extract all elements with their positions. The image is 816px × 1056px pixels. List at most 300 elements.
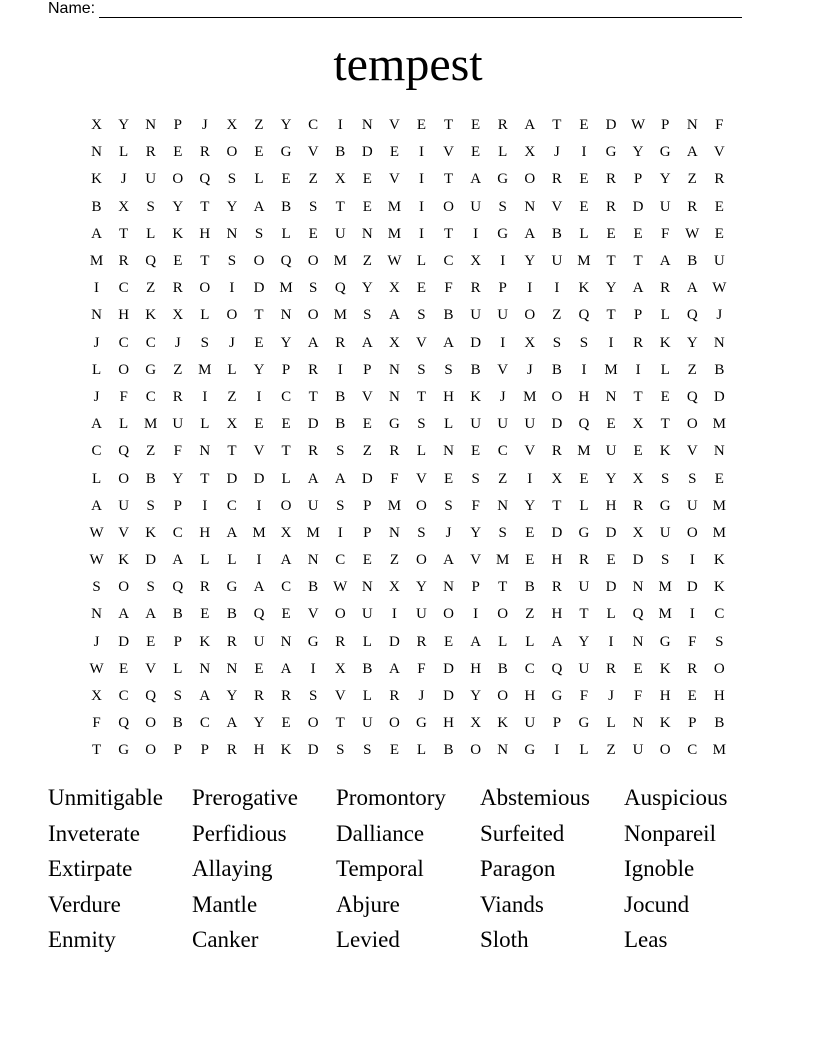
grid-letter: L: [173, 660, 183, 677]
grid-letter: A: [524, 117, 536, 134]
grid-letter: W: [89, 660, 104, 677]
grid-letter: B: [172, 606, 183, 623]
grid-letter: C: [226, 497, 237, 514]
grid-letter: A: [686, 144, 698, 161]
grid-letter: L: [443, 416, 454, 433]
grid-letter: T: [254, 307, 264, 324]
grid-letter: H: [578, 388, 590, 405]
grid-letter: N: [280, 633, 292, 650]
grid-letter: C: [497, 443, 508, 460]
grid-letter: J: [93, 388, 100, 405]
grid-letter: W: [89, 524, 104, 541]
grid-letter: Y: [686, 334, 698, 351]
grid-letter: E: [714, 198, 724, 215]
grid-letter: Z: [254, 117, 264, 134]
grid-letter: X: [632, 470, 644, 487]
grid-letter: X: [524, 144, 536, 161]
grid-letter: D: [551, 524, 563, 541]
grid-letter: M: [306, 524, 320, 541]
grid-letter: E: [389, 742, 399, 759]
grid-letter: Y: [632, 144, 644, 161]
grid-letter: E: [633, 225, 643, 242]
grid-letter: S: [444, 361, 453, 378]
grid-letter: D: [443, 688, 454, 705]
grid-letter: L: [281, 470, 291, 487]
grid-letter: M: [198, 361, 212, 378]
grid-letter: A: [334, 470, 346, 487]
grid-letter: K: [659, 715, 671, 732]
grid-letter: N: [361, 117, 373, 134]
word-bank-item: Enmity: [48, 927, 116, 952]
grid-letter: N: [226, 225, 238, 242]
grid-letter: B: [335, 144, 346, 161]
grid-letter: E: [471, 117, 481, 134]
grid-letter: E: [362, 416, 372, 433]
grid-letter: U: [470, 198, 482, 215]
grid-letter: W: [685, 225, 700, 242]
grid-letter: Q: [578, 307, 590, 324]
grid-letter: L: [254, 171, 264, 188]
grid-letter: Q: [280, 253, 292, 270]
grid-letter: E: [362, 552, 372, 569]
grid-letter: X: [334, 660, 346, 677]
grid-letter: M: [577, 253, 591, 270]
grid-letter: L: [498, 633, 508, 650]
grid-letter: O: [686, 524, 698, 541]
grid-letter: O: [118, 470, 130, 487]
grid-letter: H: [605, 497, 617, 514]
grid-letter: S: [308, 280, 318, 297]
grid-letter: E: [525, 524, 535, 541]
grid-letter: E: [362, 171, 372, 188]
grid-letter: J: [445, 524, 452, 541]
grid-letter: Q: [145, 253, 157, 270]
grid-letter: J: [229, 334, 235, 351]
grid-letter: G: [578, 524, 590, 541]
grid-letter: A: [470, 171, 482, 188]
grid-letter: J: [174, 334, 181, 351]
grid-letter: R: [606, 171, 617, 188]
word-bank-item: Extirpate: [48, 856, 133, 881]
grid-letter: T: [335, 715, 345, 732]
grid-letter: S: [336, 443, 345, 460]
grid-letter: E: [200, 606, 210, 623]
grid-letter: I: [554, 280, 560, 297]
grid-letter: X: [118, 198, 130, 215]
grid-letter: E: [471, 443, 481, 460]
grid-letter: J: [418, 688, 425, 705]
grid-letter: K: [172, 225, 184, 242]
grid-letter: U: [578, 660, 590, 677]
grid-letter: Q: [334, 280, 346, 297]
grid-letter: U: [713, 253, 725, 270]
grid-letter: E: [416, 280, 427, 297]
grid-letter: O: [145, 742, 157, 759]
grid-letter: K: [145, 524, 157, 541]
grid-letter: E: [579, 171, 589, 188]
grid-letter: U: [416, 606, 427, 623]
grid-letter: N: [145, 117, 157, 134]
grid-letter: F: [661, 225, 670, 242]
grid-letter: E: [633, 660, 643, 677]
grid-letter: E: [416, 117, 427, 134]
grid-letter: N: [91, 307, 102, 324]
grid-letter: R: [389, 688, 400, 705]
grid-letter: K: [470, 388, 482, 405]
grid-letter: T: [416, 388, 427, 405]
grid-letter: L: [579, 742, 589, 759]
grid-letter: M: [387, 225, 402, 242]
grid-letter: B: [470, 361, 481, 378]
grid-letter: C: [308, 117, 319, 134]
grid-letter: E: [308, 225, 318, 242]
grid-letter: R: [118, 253, 129, 270]
grid-letter: D: [605, 524, 617, 541]
grid-letter: X: [388, 280, 400, 297]
grid-letter: Y: [253, 715, 265, 732]
word-bank-item: Canker: [192, 927, 259, 952]
grid-letter: O: [118, 579, 130, 596]
grid-letter: L: [362, 688, 372, 705]
grid-letter: E: [525, 552, 535, 569]
grid-letter: Q: [551, 660, 563, 677]
grid-letter: J: [526, 361, 533, 378]
grid-letter: L: [416, 443, 427, 460]
word-bank-item: Ignoble: [624, 856, 695, 881]
grid-letter: U: [361, 715, 373, 732]
word-bank-item: Viands: [480, 891, 544, 917]
grid-letter: L: [227, 361, 237, 378]
grid-letter: V: [253, 443, 265, 460]
grid-letter: N: [91, 606, 102, 623]
word-bank-item: Perfidious: [192, 820, 287, 846]
grid-letter: B: [551, 361, 562, 378]
grid-letter: X: [632, 416, 644, 433]
grid-letter: V: [416, 334, 427, 351]
grid-letter: O: [307, 307, 319, 324]
grid-letter: R: [497, 117, 508, 134]
grid-letter: M: [577, 443, 591, 460]
grid-letter: P: [688, 715, 697, 732]
grid-letter: K: [713, 552, 725, 569]
grid-letter: G: [280, 144, 292, 161]
grid-letter: A: [307, 334, 319, 351]
grid-letter: A: [199, 688, 211, 705]
grid-letter: U: [659, 198, 671, 215]
grid-letter: Z: [362, 443, 372, 460]
grid-letter: C: [145, 388, 156, 405]
grid-letter: P: [471, 579, 480, 596]
grid-letter: I: [256, 497, 262, 514]
grid-letter: N: [226, 660, 238, 677]
grid-letter: R: [687, 660, 698, 677]
grid-letter: M: [604, 361, 618, 378]
grid-letter: P: [173, 117, 182, 134]
grid-letter: A: [145, 606, 157, 623]
grid-letter: Y: [524, 253, 536, 270]
grid-letter: S: [498, 198, 507, 215]
grid-letter: E: [119, 660, 129, 677]
word-bank-item: Surfeited: [480, 820, 565, 846]
grid-letter: F: [417, 660, 426, 677]
grid-letter: P: [281, 361, 291, 378]
grid-letter: E: [173, 253, 183, 270]
grid-letter: X: [226, 117, 238, 134]
grid-letter: K: [713, 579, 725, 596]
grid-letter: V: [118, 524, 130, 541]
grid-letter: D: [632, 552, 644, 569]
grid-letter: V: [334, 688, 346, 705]
grid-letter: U: [578, 579, 590, 596]
grid-letter: M: [712, 416, 726, 433]
grid-letter: L: [91, 361, 102, 378]
grid-letter: T: [281, 443, 291, 460]
grid-letter: Y: [524, 497, 536, 514]
grid-letter: W: [333, 579, 348, 596]
grid-letter: A: [91, 416, 102, 433]
grid-letter: D: [307, 742, 319, 759]
grid-letter: Z: [227, 388, 237, 405]
grid-letter: T: [552, 497, 562, 514]
grid-letter: N: [91, 144, 102, 161]
grid-letter: D: [551, 416, 563, 433]
grid-letter: O: [416, 552, 427, 569]
grid-letter: V: [361, 388, 373, 405]
grid-letter: X: [524, 334, 536, 351]
grid-letter: B: [335, 416, 346, 433]
grid-letter: M: [333, 307, 347, 324]
grid-letter: S: [227, 171, 237, 188]
grid-letter: Q: [686, 388, 698, 405]
grid-letter: I: [473, 225, 479, 242]
grid-letter: R: [551, 171, 562, 188]
grid-letter: T: [443, 171, 454, 188]
grid-letter: G: [118, 742, 130, 759]
grid-letter: R: [172, 388, 183, 405]
grid-letter: B: [281, 198, 292, 215]
grid-letter: L: [579, 497, 589, 514]
grid-letter: M: [712, 742, 726, 759]
grid-letter: P: [633, 307, 643, 324]
grid-letter: H: [524, 688, 536, 705]
grid-letter: H: [253, 742, 265, 759]
grid-letter: O: [713, 660, 725, 677]
grid-letter: C: [118, 280, 129, 297]
grid-letter: S: [417, 524, 426, 541]
grid-letter: E: [714, 225, 724, 242]
grid-letter: B: [172, 715, 183, 732]
grid-letter: E: [443, 470, 454, 487]
grid-letter: J: [93, 334, 100, 351]
grid-letter: I: [500, 253, 506, 270]
grid-letter: Q: [686, 307, 698, 324]
grid-letter: S: [336, 742, 345, 759]
grid-letter: T: [119, 225, 129, 242]
grid-letter: V: [497, 361, 509, 378]
grid-letter: E: [281, 715, 291, 732]
grid-letter: G: [659, 633, 671, 650]
grid-letter: Y: [253, 361, 265, 378]
grid-letter: Y: [578, 633, 590, 650]
grid-letter: R: [335, 633, 346, 650]
grid-letter: H: [118, 307, 130, 324]
grid-letter: J: [499, 388, 506, 405]
grid-letter: N: [524, 198, 536, 215]
grid-letter: K: [91, 171, 102, 188]
grid-row: [83, 438, 733, 465]
grid-letter: O: [280, 497, 292, 514]
grid-letter: G: [307, 633, 319, 650]
grid-letter: F: [688, 633, 697, 650]
grid-letter: G: [226, 579, 238, 596]
grid-letter: I: [554, 742, 560, 759]
grid-letter: D: [632, 198, 644, 215]
grid-letter: U: [686, 497, 698, 514]
grid-letter: B: [308, 579, 319, 596]
grid-letter: B: [524, 579, 535, 596]
grid-letter: M: [387, 198, 402, 215]
grid-letter: M: [658, 579, 672, 596]
name-label: Name:: [48, 0, 96, 17]
grid-letter: E: [254, 416, 264, 433]
grid-letter: C: [714, 606, 725, 623]
grid-letter: Z: [308, 171, 318, 188]
grid-letter: I: [635, 361, 641, 378]
grid-letter: D: [118, 633, 130, 650]
grid-letter: L: [579, 225, 589, 242]
grid-letter: O: [226, 307, 238, 324]
grid-letter: S: [146, 579, 155, 596]
grid-letter: Y: [361, 280, 373, 297]
grid-letter: U: [361, 606, 373, 623]
grid-letter: U: [307, 497, 319, 514]
grid-letter: O: [145, 715, 157, 732]
grid-letter: Y: [605, 470, 617, 487]
grid-letter: R: [551, 579, 562, 596]
grid-letter: M: [523, 388, 537, 405]
word-bank: [48, 780, 768, 958]
grid-letter: S: [715, 633, 724, 650]
grid-letter: Q: [253, 606, 265, 623]
grid-letter: F: [119, 388, 128, 405]
grid-letter: G: [659, 144, 671, 161]
grid-row: [83, 384, 733, 411]
grid-letter: A: [551, 633, 563, 650]
grid-letter: O: [659, 742, 671, 759]
grid-letter: T: [633, 253, 643, 270]
grid-letter: S: [254, 225, 264, 242]
grid-letter: Z: [389, 552, 399, 569]
grid-letter: Q: [578, 416, 590, 433]
grid-letter: G: [497, 225, 509, 242]
grid-letter: I: [500, 334, 506, 351]
grid-letter: Q: [118, 715, 130, 732]
grid-letter: F: [173, 443, 182, 460]
grid-letter: C: [524, 660, 535, 677]
grid-letter: R: [281, 688, 292, 705]
grid-letter: R: [389, 443, 400, 460]
grid-letter: A: [524, 225, 536, 242]
grid-letter: B: [443, 307, 454, 324]
word-bank-item: Abjure: [336, 891, 400, 917]
grid-letter: B: [551, 225, 562, 242]
grid-letter: N: [632, 579, 644, 596]
grid-letter: R: [172, 280, 183, 297]
grid-letter: B: [687, 253, 698, 270]
grid-letter: A: [226, 715, 238, 732]
grid-letter: E: [362, 198, 372, 215]
grid-letter: I: [608, 633, 614, 650]
grid-letter: G: [659, 497, 671, 514]
grid-letter: U: [632, 742, 644, 759]
grid-letter: E: [606, 416, 616, 433]
word-bank-item: Inveterate: [48, 820, 140, 846]
grid-letter: P: [200, 742, 210, 759]
grid-letter: C: [91, 443, 102, 460]
grid-letter: K: [659, 334, 671, 351]
grid-letter: M: [496, 552, 510, 569]
grid-letter: U: [659, 524, 671, 541]
grid-letter: O: [199, 280, 211, 297]
grid-row: [83, 330, 733, 357]
grid-letter: X: [91, 117, 102, 134]
grid-letter: K: [118, 552, 130, 569]
grid-letter: T: [443, 225, 454, 242]
grid-letter: Q: [632, 606, 644, 623]
grid-letter: D: [388, 633, 400, 650]
grid-letter: W: [89, 552, 104, 569]
grid-letter: M: [712, 524, 726, 541]
grid-row: [83, 601, 733, 628]
grid-letter: N: [605, 388, 617, 405]
grid-letter: A: [388, 660, 400, 677]
grid-letter: S: [417, 307, 426, 324]
grid-letter: R: [606, 660, 617, 677]
grid-letter: O: [497, 606, 509, 623]
grid-letter: E: [714, 470, 724, 487]
grid-letter: I: [202, 497, 208, 514]
grid-letter: A: [118, 606, 130, 623]
grid-letter: Y: [118, 117, 130, 134]
grid-letter: B: [714, 715, 725, 732]
grid-letter: N: [199, 443, 211, 460]
grid-letter: I: [94, 280, 100, 297]
grid-letter: E: [281, 606, 291, 623]
grid-letter: R: [335, 334, 346, 351]
grid-letter: K: [145, 307, 157, 324]
grid-letter: D: [145, 552, 157, 569]
grid-letter: U: [497, 307, 509, 324]
word-bank-item: Abstemious: [480, 785, 590, 810]
grid-letter: M: [712, 497, 726, 514]
grid-letter: J: [120, 171, 127, 188]
grid-letter: V: [551, 198, 563, 215]
grid-letter: E: [281, 171, 291, 188]
grid-letter: O: [551, 388, 563, 405]
grid-row: [83, 547, 733, 574]
grid-letter: B: [335, 388, 346, 405]
grid-letter: Y: [470, 688, 482, 705]
grid-letter: X: [334, 171, 346, 188]
word-bank-item: Leas: [624, 927, 668, 952]
grid-letter: A: [307, 470, 319, 487]
grid-letter: P: [633, 171, 643, 188]
grid-letter: S: [498, 524, 507, 541]
grid-letter: G: [145, 361, 157, 378]
grid-letter: T: [633, 388, 643, 405]
grid-letter: N: [713, 443, 725, 460]
grid-letter: I: [256, 552, 262, 569]
